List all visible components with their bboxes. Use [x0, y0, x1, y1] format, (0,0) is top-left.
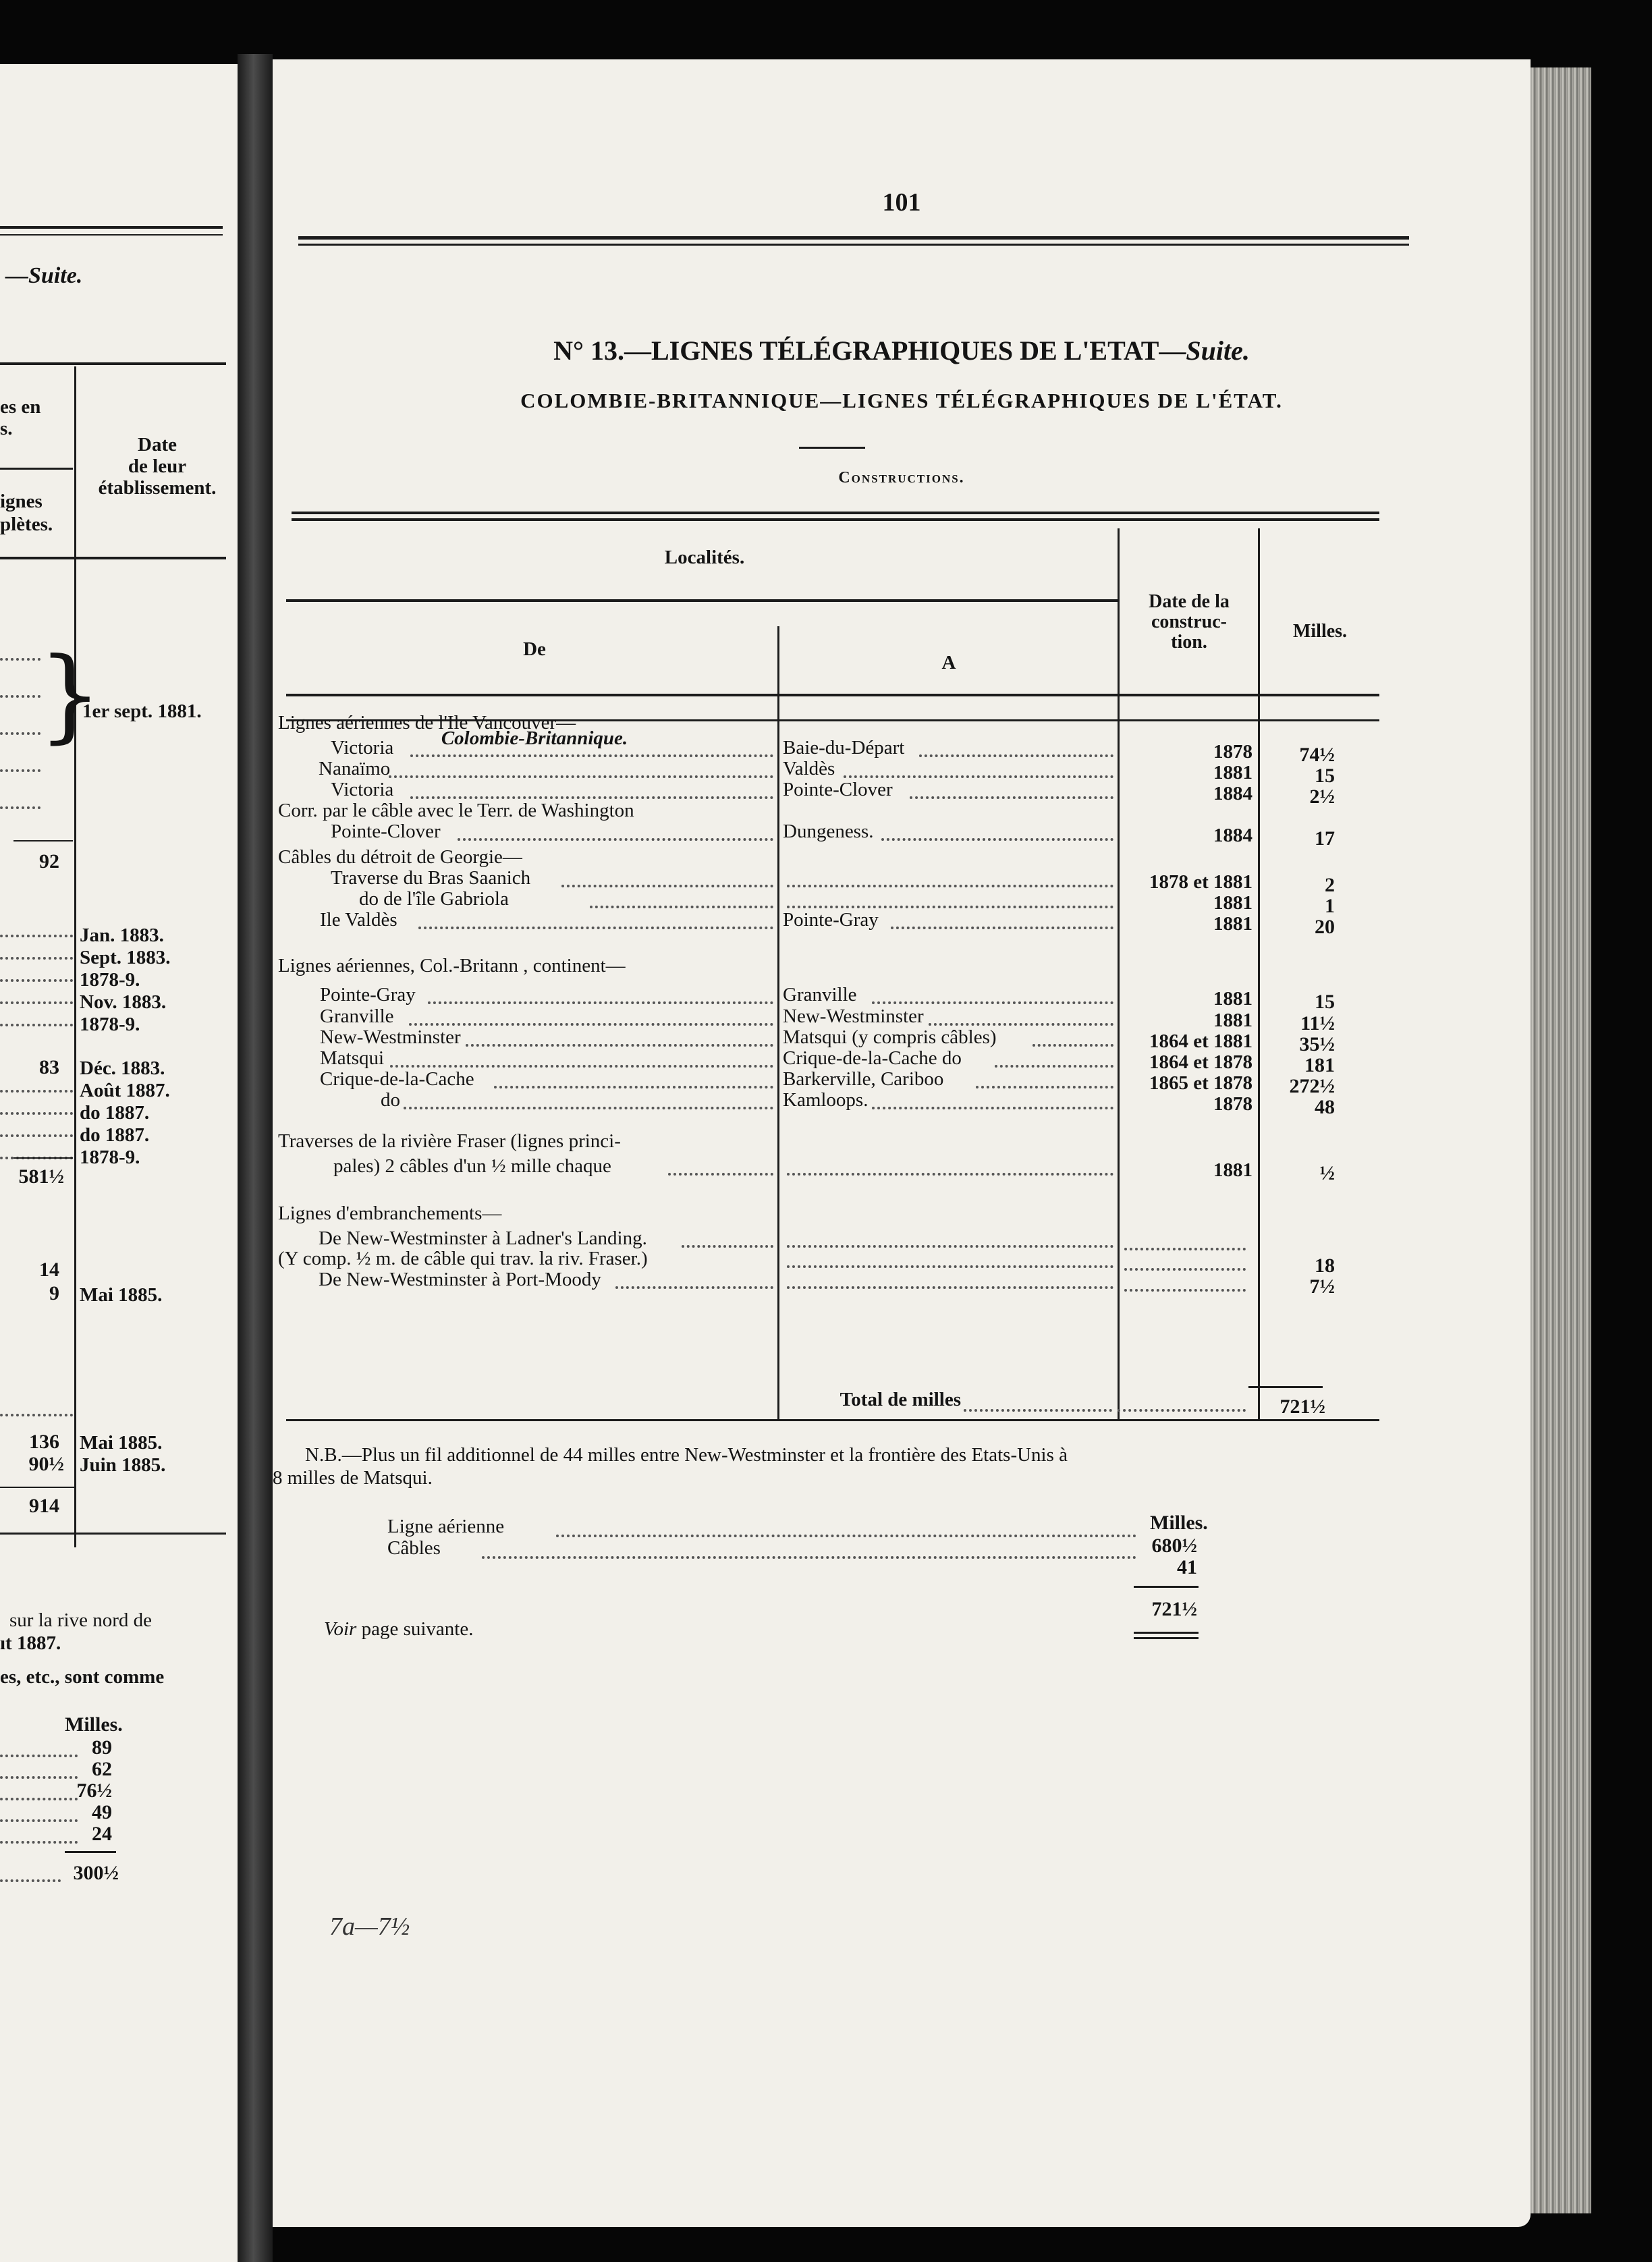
leader-dots: [458, 838, 773, 841]
col-date-1: Date de la: [1149, 591, 1230, 612]
row-date: 1881: [1213, 1010, 1252, 1031]
row-de: Granville: [320, 1005, 394, 1027]
nb-line-1: N.B.—Plus un fil additionnel de 44 milles entre New-Westminster et la frontière des Etats-Unis à: [305, 1444, 1068, 1466]
voir-rest: page suivante.: [361, 1618, 474, 1640]
row-a: Crique-de-la-Cache do: [783, 1047, 962, 1069]
leader-dots: [787, 885, 1113, 887]
left-note1: sur la rive nord de: [9, 1609, 152, 1631]
row-de: Câbles du détroit de Georgie—: [278, 846, 522, 868]
leader-dots: [891, 927, 1113, 929]
leader-dots: [881, 838, 1113, 841]
row-a: Pointe-Clover: [783, 779, 893, 800]
row-milles: 17: [1315, 827, 1335, 850]
left-hdr-b2: plètes.: [0, 514, 53, 535]
leader-dots: [682, 1245, 773, 1248]
row-de: Lignes aériennes de l'Ile Vancouver—: [278, 712, 576, 734]
summary-label-0: Ligne aérienne: [387, 1516, 505, 1537]
leader-dots: [872, 1001, 1113, 1004]
row-milles: 20: [1315, 916, 1335, 938]
page-subtitle: COLOMBIE-BRITANNIQUE—LIGNES TÉLÉGRAPHIQUES DE L'ÉTAT.: [520, 389, 1283, 412]
row-milles: 15: [1315, 991, 1335, 1013]
col-de: De: [523, 638, 546, 660]
row-date: 1881: [1213, 913, 1252, 935]
row-date: 1878: [1213, 741, 1252, 763]
row-milles: 74½: [1299, 744, 1335, 766]
leader-dots: [466, 1044, 773, 1047]
leader-dots: [494, 1086, 773, 1088]
left-val-2: 76½: [76, 1780, 112, 1802]
left-val-3: 49: [92, 1801, 112, 1823]
row-de: Corr. par le câble avec le Terr. de Washington: [278, 800, 634, 821]
row-de: Crique-de-la-Cache: [320, 1068, 474, 1090]
row-a: Pointe-Gray: [783, 909, 879, 931]
row-de: do de l'île Gabriola: [359, 888, 509, 910]
col-a: A: [941, 652, 956, 673]
leader-dots: [976, 1086, 1113, 1088]
summary-header: Milles.: [1150, 1512, 1208, 1534]
row-de: (Y comp. ½ m. de câble qui trav. la riv. Fraser.): [278, 1248, 648, 1269]
left-date-2: 1878-9.: [80, 969, 140, 991]
row-milles: 48: [1315, 1096, 1335, 1118]
row-de: Matsqui: [320, 1047, 385, 1069]
leader-dots: [409, 1023, 773, 1026]
leader-dots: [1124, 1248, 1246, 1250]
row-de: Victoria: [331, 779, 394, 800]
row-date: 1878: [1213, 1093, 1252, 1115]
left-val-0: 89: [92, 1736, 112, 1759]
leader-dots: [668, 1173, 773, 1176]
left-hdr-date2: de leur: [128, 456, 187, 477]
row-de: Pointe-Clover: [331, 821, 441, 842]
row-date: 1881: [1213, 1159, 1252, 1181]
row-date: 1881: [1213, 988, 1252, 1010]
left-n92: 92: [39, 850, 59, 873]
summary-total: 721½: [1151, 1598, 1197, 1620]
left-mai1: Mai 1885.: [80, 1284, 163, 1306]
title-suite: Suite.: [1186, 335, 1250, 366]
left-val-1: 62: [92, 1758, 112, 1780]
leader-dots: [410, 754, 773, 757]
leader-dots: [418, 927, 773, 929]
row-milles: 35½: [1299, 1033, 1335, 1055]
leader-dots: [404, 1107, 773, 1109]
row-date: 1878 et 1881: [1149, 871, 1252, 893]
left-n581: 581½: [18, 1165, 64, 1188]
left-hdr-date1: Date: [138, 434, 177, 456]
summary-value-0: 680½: [1151, 1535, 1197, 1557]
left-n83: 83: [39, 1056, 59, 1078]
left-n9: 9: [49, 1282, 59, 1304]
row-de: Traverses de la rivière Fraser (lignes princi-: [278, 1130, 621, 1152]
row-milles: 7½: [1309, 1275, 1335, 1298]
row-date: 1864 et 1881: [1149, 1030, 1252, 1052]
row-de: do: [381, 1089, 400, 1111]
left-date2-2: do 1887.: [80, 1102, 150, 1124]
leader-dots: [919, 754, 1113, 757]
row-a: Baie-du-Départ: [783, 737, 905, 758]
row-de: pales) 2 câbles d'un ½ mille chaque: [333, 1155, 611, 1177]
left-milles: Milles.: [65, 1713, 123, 1736]
row-de: Ile Valdès: [320, 909, 397, 931]
signature-mark: 7a—7½: [329, 1912, 410, 1941]
leader-dots: [787, 1173, 1113, 1176]
leader-dots: [390, 1065, 773, 1068]
row-milles: 11½: [1300, 1012, 1335, 1035]
leader-dots: [910, 796, 1113, 799]
leader-dots: [872, 1107, 1113, 1109]
left-brace: }: [38, 636, 103, 754]
total-label: Total de milles: [839, 1389, 961, 1410]
row-de: De New-Westminster à Port-Moody: [319, 1269, 601, 1290]
row-de: Traverse du Bras Saanich: [331, 867, 531, 889]
row-a: Kamloops.: [783, 1089, 869, 1111]
row-date: 1864 et 1878: [1149, 1051, 1252, 1073]
leader-dots: [615, 1286, 773, 1289]
leader-dots: [929, 1023, 1113, 1026]
voir-word: Voir: [324, 1618, 357, 1640]
left-n136: 136: [29, 1431, 59, 1453]
leader-dots: [1124, 1268, 1246, 1271]
row-milles: 272½: [1289, 1075, 1335, 1097]
book-gutter: [238, 54, 273, 2262]
section-title: Constructions.: [838, 469, 965, 487]
page-number: 101: [882, 188, 921, 217]
leader-dots: [410, 796, 773, 799]
row-date: 1881: [1213, 762, 1252, 783]
leader-dots: [787, 906, 1113, 908]
row-date: 1884: [1213, 825, 1252, 846]
left-hdr-date3: établissement.: [98, 477, 217, 499]
left-date2-1: Août 1887.: [80, 1080, 170, 1101]
row-milles: 1: [1325, 895, 1335, 917]
row-a: Dungeness.: [783, 821, 874, 842]
voir-note: [324, 1618, 473, 1640]
left-date2-3: do 1887.: [80, 1124, 150, 1146]
row-milles: 181: [1304, 1054, 1335, 1076]
left-n914: 914: [29, 1495, 59, 1517]
right-page: [273, 59, 1531, 2227]
page-title: [273, 335, 1531, 366]
row-de: Victoria: [331, 737, 394, 758]
nb-line-2: 8 milles de Matsqui.: [273, 1467, 433, 1489]
summary-label-1: Câbles: [387, 1537, 441, 1559]
left-suite: —Suite.: [5, 263, 83, 288]
left-n14: 14: [39, 1259, 59, 1281]
row-date: 1881: [1213, 892, 1252, 914]
row-a: Matsqui (y compris câbles): [783, 1026, 997, 1048]
leader-dots: [787, 1265, 1113, 1268]
summary-value-1: 41: [1177, 1556, 1197, 1578]
left-note2: ıt 1887.: [0, 1632, 61, 1654]
left-date-brace: 1er sept. 1881.: [82, 700, 202, 722]
left-hdr-a1: es en: [0, 396, 41, 418]
col-localites: Localités.: [664, 547, 745, 568]
leader-dots: [1032, 1044, 1113, 1047]
left-total: 300½: [73, 1862, 119, 1884]
total-value: 721½: [1279, 1396, 1325, 1418]
region-title: Colombie-Britannique.: [441, 727, 628, 749]
row-a: Barkerville, Cariboo: [783, 1068, 944, 1090]
left-hdr-b1: ignes: [0, 491, 43, 512]
left-note3: es, etc., sont comme: [0, 1666, 165, 1688]
leader-dots: [561, 885, 773, 887]
row-a: New-Westminster: [783, 1005, 924, 1027]
leader-dots: [428, 1001, 773, 1004]
row-milles: 18: [1315, 1254, 1335, 1277]
left-mai2: Mai 1885.: [80, 1432, 163, 1454]
left-n90: 90½: [28, 1453, 64, 1475]
left-hdr-a2: s.: [0, 418, 13, 439]
leader-dots: [995, 1065, 1113, 1068]
col-date-2: construc-: [1151, 611, 1227, 632]
row-milles: 2½: [1309, 785, 1335, 808]
row-de: Pointe-Gray: [320, 984, 416, 1005]
title-main: N° 13.—LIGNES TÉLÉGRAPHIQUES DE L'ETAT—: [553, 335, 1186, 366]
leader-dots: [389, 775, 773, 778]
row-de: De New-Westminster à Ladner's Landing.: [319, 1227, 647, 1249]
left-date2-4: 1878-9.: [80, 1147, 140, 1168]
row-de: New-Westminster: [320, 1026, 461, 1048]
row-de: Lignes d'embranchements—: [278, 1203, 502, 1224]
row-date: 1884: [1213, 783, 1252, 804]
left-page: [0, 64, 238, 2262]
row-de: Lignes aériennes, Col.-Britann , continent—: [278, 955, 626, 976]
left-date-3: Nov. 1883.: [80, 991, 167, 1013]
left-juin: Juin 1885.: [80, 1454, 166, 1476]
leader-dots: [1124, 1289, 1246, 1292]
row-milles: 15: [1315, 765, 1335, 787]
page-edges: [1531, 67, 1591, 2213]
left-date-0: Jan. 1883.: [80, 925, 164, 946]
leader-dots: [787, 1286, 1113, 1289]
left-date-4: 1878-9.: [80, 1014, 140, 1035]
leader-dots: [844, 775, 1113, 778]
left-val-4: 24: [92, 1823, 112, 1845]
row-de: Nanaïmo: [319, 758, 391, 779]
col-milles: Milles.: [1292, 621, 1348, 642]
row-a: Valdès: [783, 758, 835, 779]
row-milles: 2: [1325, 874, 1335, 896]
leader-dots: [787, 1245, 1113, 1248]
left-date-1: Sept. 1883.: [80, 947, 171, 968]
col-date-3: tion.: [1171, 632, 1207, 653]
row-milles: ½: [1319, 1162, 1335, 1184]
left-date2-0: Déc. 1883.: [80, 1057, 165, 1079]
leader-dots: [590, 906, 773, 908]
row-date: 1865 et 1878: [1149, 1072, 1252, 1094]
row-a: Granville: [783, 984, 857, 1005]
